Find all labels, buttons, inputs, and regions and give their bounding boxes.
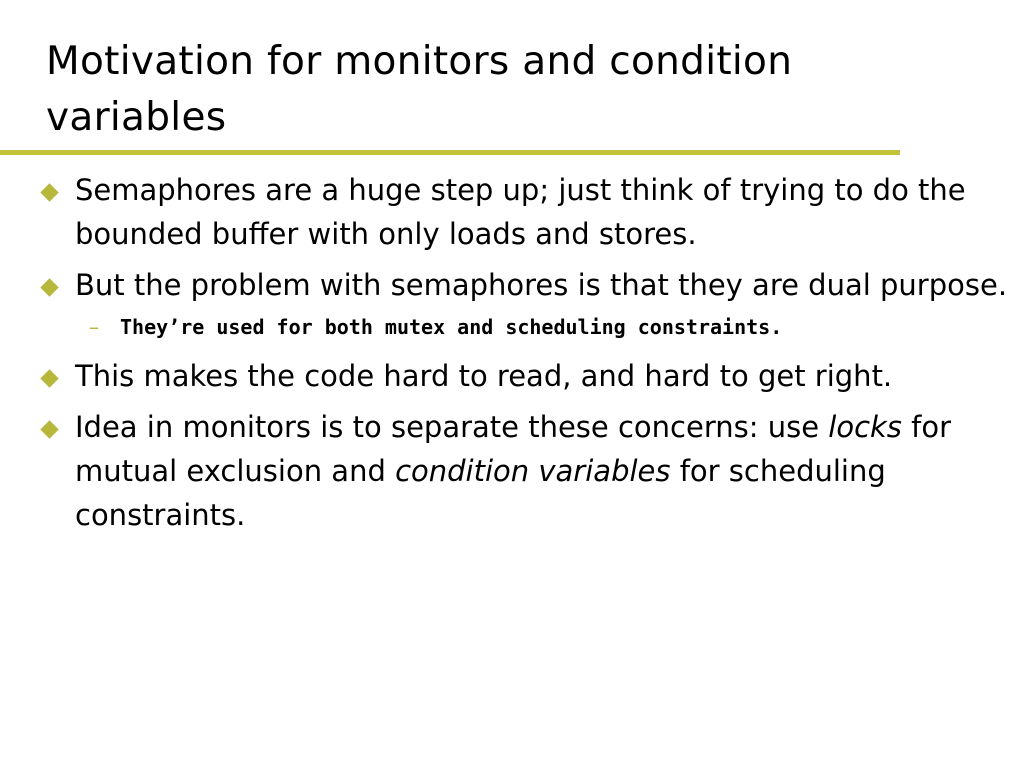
bullet-text: But the problem with semaphores is that they are dual purpose.	[75, 268, 1008, 302]
bullet-item	[40, 354, 1020, 398]
bullet-text-part: for mutual exclusion and	[75, 410, 952, 488]
diamond-bullet-icon	[40, 369, 58, 387]
sub-bullet-text: They’re used for both mutex and scheduling constraints.	[120, 315, 783, 339]
diamond-bullet-icon	[40, 183, 58, 201]
bullet-text: This makes the code hard to read, and hard to get right.	[75, 359, 893, 393]
emphasis-locks: locks	[828, 410, 902, 444]
title-divider	[0, 150, 900, 155]
bullet-text-part: for scheduling constraints.	[75, 454, 886, 532]
emphasis-condition-variables: condition variables	[395, 454, 671, 488]
diamond-bullet-icon	[40, 278, 58, 296]
bullet-text-part: Idea in monitors is to separate these concerns: use	[75, 410, 829, 444]
diamond-bullet-icon	[40, 420, 58, 438]
bullet-list	[40, 168, 1020, 544]
dash-bullet-icon: –	[89, 315, 99, 339]
slide-title: Motivation for monitors and condition variables	[46, 39, 793, 140]
bullet-item	[40, 405, 1020, 537]
bullet-text	[75, 410, 951, 532]
bullet-item	[40, 263, 1020, 307]
bullet-item	[40, 168, 1020, 256]
sub-bullet-item	[40, 310, 1020, 344]
bullet-text: Semaphores are a huge step up; just think of trying to do the bounded buffer with only loads and stores.	[75, 173, 966, 251]
